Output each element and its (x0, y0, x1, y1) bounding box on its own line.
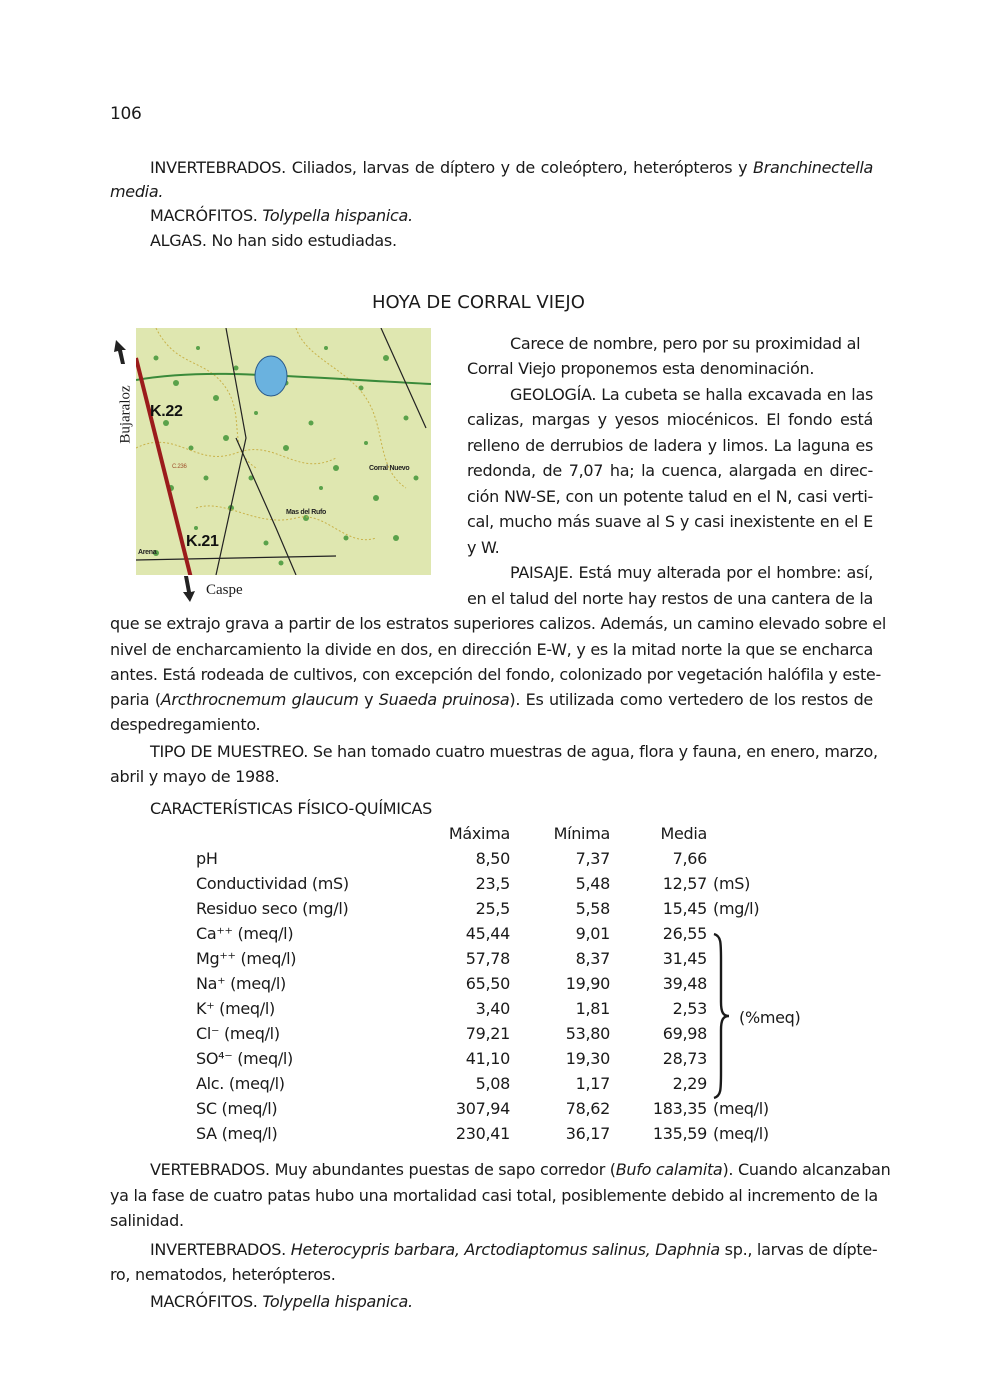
param-name: Residuo seco (mg/l) (196, 899, 349, 918)
value-maxima: 307,94 (455, 1099, 510, 1118)
value-media: 31,45 (662, 949, 707, 968)
value-unit: (mS) (713, 874, 751, 893)
param-name: SA (meq/l) (196, 1124, 278, 1143)
value-media: 2,29 (672, 1074, 707, 1093)
value-minima: 53,80 (565, 1024, 610, 1043)
species-bufo: Bufo calamita (615, 1160, 723, 1179)
value-media: 28,73 (662, 1049, 707, 1068)
intro-mac-label: MACRÓFITOS. (150, 206, 258, 225)
body-line-14: antes. Está rodeada de cultivos, con excepción del fondo, colonizado por vegetación halófila y este- (110, 665, 881, 684)
body-line-13: nivel de encharcamiento la divide en dos, en dirección E-W, y es la mitad norte la que se encharca (110, 640, 873, 659)
table-row (196, 946, 787, 971)
body-line-15-a: paria ( (110, 690, 161, 709)
invertebrados-text-c: sp., larvas de dípte- (719, 1240, 878, 1259)
town-label-bujaraloz: Bujaraloz (117, 385, 134, 444)
header-maxima: Máxima (448, 824, 510, 843)
intro-inv-species: Branchinectella (753, 158, 873, 177)
invertebrados-species: Heterocypris barbara, Arctodiaptomus salinus, Daphnia (290, 1240, 720, 1259)
body-line-9: y W. (467, 538, 500, 557)
param-name: Mg⁺⁺ (meq/l) (196, 949, 297, 968)
param-name: Conductividad (mS) (196, 874, 349, 893)
body-line-17: TIPO DE MUESTREO. Se han tomado cuatro muestras de agua, flora y fauna, en enero, marzo, (150, 742, 878, 761)
invertebrados-line-1 (150, 1240, 878, 1260)
brace-label-meq: (%meq) (739, 1008, 801, 1027)
intro-alg-label: ALGAS. (150, 231, 207, 250)
value-unit: (meq/l) (713, 1099, 769, 1118)
map-label-arena: Arena (138, 549, 157, 556)
value-media: 69,98 (662, 1024, 707, 1043)
value-minima: 1,17 (575, 1074, 610, 1093)
value-minima: 8,37 (575, 949, 610, 968)
map-lake (255, 356, 287, 396)
value-unit: (mg/l) (713, 899, 760, 918)
macrofitos-label: MACRÓFITOS. (150, 1292, 263, 1311)
param-name: Cl⁻ (meq/l) (196, 1024, 280, 1043)
body-line-11: en el talud del norte hay restos de una cantera de la (467, 589, 874, 608)
param-name: pH (196, 849, 218, 868)
value-minima: 1,81 (575, 999, 610, 1018)
map-label-k22: K.22 (150, 403, 183, 420)
body-line-8: cal, mucho más suave al S y casi inexistente en el E (467, 512, 873, 531)
body-line-16: despedregamiento. (110, 715, 261, 734)
table-row (196, 1021, 787, 1046)
value-maxima: 65,50 (465, 974, 510, 993)
body-line-15 (110, 690, 873, 710)
value-maxima: 8,50 (475, 849, 510, 868)
value-media: 7,66 (672, 849, 707, 868)
param-name: Ca⁺⁺ (meq/l) (196, 924, 294, 943)
table-row (196, 996, 787, 1021)
value-maxima: 25,5 (475, 899, 510, 918)
macrofitos-species: Tolypella hispanica. (262, 1292, 413, 1311)
intro-mac-species: Tolypella hispanica. (262, 206, 413, 225)
intro-macrofitos-line (150, 206, 413, 226)
value-maxima: 57,78 (465, 949, 510, 968)
vertebrados-line-2: ya la fase de cuatro patas hubo una mortalidad casi total, posiblemente debido al incremento de la (110, 1186, 878, 1205)
map-label-k21: K.21 (186, 533, 219, 550)
value-media: 39,48 (662, 974, 707, 993)
table-row (196, 846, 787, 871)
value-maxima: 23,5 (475, 874, 510, 893)
body-line-18: abril y mayo de 1988. (110, 767, 280, 786)
param-name: Alc. (meq/l) (196, 1074, 285, 1093)
value-media: 15,45 (662, 899, 707, 918)
value-minima: 78,62 (565, 1099, 610, 1118)
value-media: 135,59 (652, 1124, 707, 1143)
value-maxima: 3,40 (475, 999, 510, 1018)
vertebrados-text-a: VERTEBRADOS. Muy abundantes puestas de sapo corredor ( (150, 1160, 616, 1179)
header-minima: Mínima (553, 824, 610, 843)
intro-invertebrados-line (150, 158, 873, 178)
param-name: SO⁴⁻ (meq/l) (196, 1049, 294, 1068)
body-line-2: Corral Viejo proponemos esta denominación. (467, 359, 815, 378)
value-minima: 5,58 (575, 899, 610, 918)
page-number: 106 (110, 104, 142, 124)
table-row (196, 1096, 787, 1121)
header-media: Media (660, 824, 707, 843)
value-unit: (meq/l) (713, 1124, 769, 1143)
physico-chemical-heading: CARACTERÍSTICAS FÍSICO-QUÍMICAS (150, 799, 433, 818)
map-label-mas-del-rufo: Mas del Rufo (286, 509, 326, 516)
meq-brace (711, 930, 733, 1102)
body-line-6: redonda, de 7,07 ha; la cuenca, alargada en direc- (467, 461, 873, 480)
value-maxima: 79,21 (465, 1024, 510, 1043)
value-maxima: 230,41 (455, 1124, 510, 1143)
intro-inv-label: INVERTEBRADOS. (150, 158, 286, 177)
value-minima: 19,30 (565, 1049, 610, 1068)
table-row (196, 1121, 787, 1146)
body-line-15-c: y (358, 690, 379, 709)
value-media: 26,55 (662, 924, 707, 943)
table-row (196, 896, 787, 921)
species-suaeda: Suaeda pruinosa (378, 690, 510, 709)
value-media: 2,53 (672, 999, 707, 1018)
location-map (136, 328, 431, 575)
body-line-7: ción NW-SE, con un potente talud en el N, casi verti- (467, 487, 873, 506)
table-row (196, 971, 787, 996)
species-arcthrocnemum: Arcthrocnemum glaucum (160, 690, 359, 709)
intro-inv-text: Ciliados, larvas de díptero y de coleóptero, heterópteros y (285, 158, 754, 177)
invertebrados-line-2: ro, nematodos, heterópteros. (110, 1265, 336, 1284)
param-name: Na⁺ (meq/l) (196, 974, 286, 993)
invertebrados-label: INVERTEBRADOS. (150, 1240, 291, 1259)
table-row (196, 871, 787, 896)
body-line-5: relleno de derrubios de ladera y limos. La laguna es (467, 436, 873, 455)
table-row (196, 1071, 787, 1096)
body-line-1: Carece de nombre, pero por su proximidad al (510, 334, 861, 353)
physico-chemical-table (196, 821, 787, 1146)
map-label-small: C.236 (172, 464, 187, 470)
table-body (196, 846, 787, 1146)
body-line-4: calizas, margas y yesos miocénicos. El fondo está (467, 410, 873, 429)
vertebrados-text-c: ). Cuando alcanzaban (722, 1160, 891, 1179)
value-unit (707, 846, 787, 871)
intro-invertebrados-line-2 (110, 182, 163, 202)
param-name: K⁺ (meq/l) (196, 999, 275, 1018)
value-media: 183,35 (652, 1099, 707, 1118)
intro-inv-species-2: media. (110, 182, 164, 201)
value-minima: 9,01 (575, 924, 610, 943)
value-maxima: 45,44 (465, 924, 510, 943)
macrofitos-line (150, 1292, 413, 1312)
table-header-row (196, 821, 787, 846)
value-media: 12,57 (662, 874, 707, 893)
value-minima: 19,90 (565, 974, 610, 993)
town-label-caspe: Caspe (206, 582, 243, 598)
body-line-15-e: ). Es utilizada como vertedero de los restos de (509, 690, 873, 709)
value-minima: 5,48 (575, 874, 610, 893)
value-maxima: 41,10 (465, 1049, 510, 1068)
body-line-12: que se extrajo grava a partir de los estratos superiores calizos. Además, un camino elevado sobre el (110, 614, 886, 633)
value-maxima: 5,08 (475, 1074, 510, 1093)
body-line-3: GEOLOGÍA. La cubeta se halla excavada en las (510, 385, 873, 404)
intro-algas-line (150, 231, 397, 251)
map-label-corral-nuevo: Corral Nuevo (369, 465, 410, 472)
value-minima: 36,17 (565, 1124, 610, 1143)
vertebrados-line-1 (150, 1160, 891, 1180)
value-minima: 7,37 (575, 849, 610, 868)
section-title: HOYA DE CORRAL VIEJO (372, 292, 585, 313)
table-row (196, 1046, 787, 1071)
param-name: SC (meq/l) (196, 1099, 278, 1118)
south-arrow (182, 576, 198, 602)
intro-alg-text: No han sido estudiadas. (206, 231, 397, 250)
table-row (196, 921, 787, 946)
vertebrados-line-3: salinidad. (110, 1211, 184, 1230)
body-line-10: PAISAJE. Está muy alterada por el hombre: así, (510, 563, 873, 582)
